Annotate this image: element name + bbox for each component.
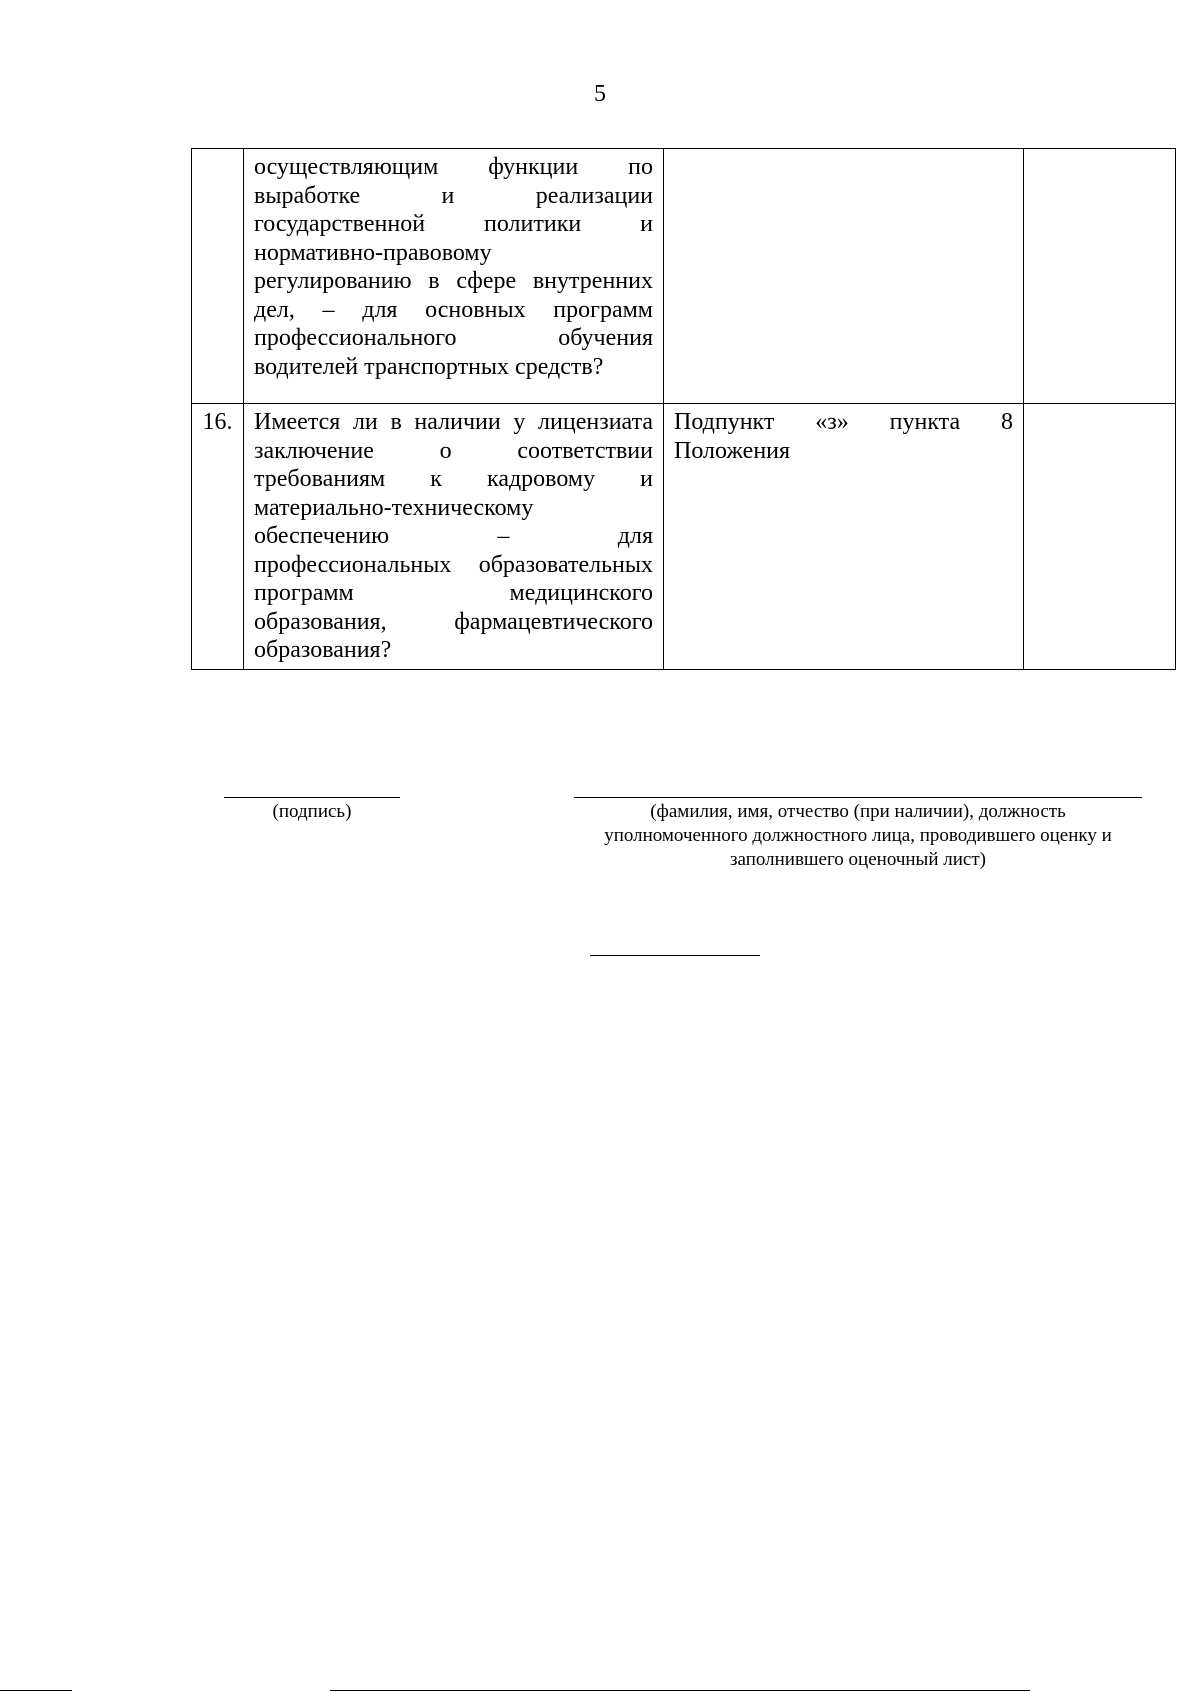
name-position-line	[574, 797, 1142, 798]
reference-text	[674, 408, 1013, 465]
reference-cell	[664, 404, 1024, 670]
question-line: водителей транспортных средств?	[254, 353, 604, 380]
row-number-cell: 16.	[192, 404, 244, 670]
question-line: выработке и реализации	[254, 182, 653, 209]
question-line: обеспечению – для	[254, 523, 653, 549]
question-line: регулированию в сфере внутренних	[254, 268, 653, 294]
signature-caption: (подпись)	[272, 801, 352, 822]
name-position-caption	[574, 800, 1142, 872]
question-line: осуществляющим функции по	[254, 154, 653, 180]
footer-line-left	[0, 1690, 72, 1691]
question-line: заключение о соответствии	[254, 437, 653, 464]
question-line: профессиональных образовательных	[254, 551, 653, 578]
name-caption-line: заполнившего оценочный лист)	[730, 849, 986, 870]
reference-line: Положения	[674, 437, 791, 464]
closing-divider	[590, 955, 760, 956]
question-line: образования, фармацевтического	[254, 608, 653, 635]
row-number-cell	[192, 149, 244, 404]
reference-cell	[664, 149, 1024, 404]
question-line: государственной политики и	[254, 211, 653, 237]
signature-line	[224, 797, 400, 798]
question-line: нормативно-правовому	[254, 239, 492, 266]
footer-line-right	[330, 1690, 1030, 1691]
name-caption-line: уполномоченного должностного лица, проводившего оценку и	[604, 825, 1112, 846]
question-line: профессионального обучения	[254, 325, 653, 351]
table-row	[192, 404, 1176, 670]
result-cell[interactable]	[1024, 149, 1176, 404]
question-cell	[244, 404, 664, 670]
reference-line: Подпункт «з» пункта 8	[674, 409, 1013, 435]
question-line: программ медицинского	[254, 580, 653, 606]
question-cell	[244, 149, 664, 404]
question-line: требованиям к кадровому и	[254, 466, 653, 492]
assessment-table	[191, 148, 1176, 670]
result-cell[interactable]	[1024, 404, 1176, 670]
question-line: материально-техническому	[254, 494, 534, 521]
question-text	[254, 153, 653, 381]
name-caption-line: (фамилия, имя, отчество (при наличии), должность	[650, 801, 1066, 822]
page-number: 5	[594, 81, 606, 107]
question-line: Имеется ли в наличии у лицензиата	[254, 409, 653, 435]
question-line: образования?	[254, 637, 392, 663]
question-text	[254, 408, 653, 665]
table-row	[192, 149, 1176, 404]
question-line: дел, – для основных программ	[254, 296, 653, 323]
